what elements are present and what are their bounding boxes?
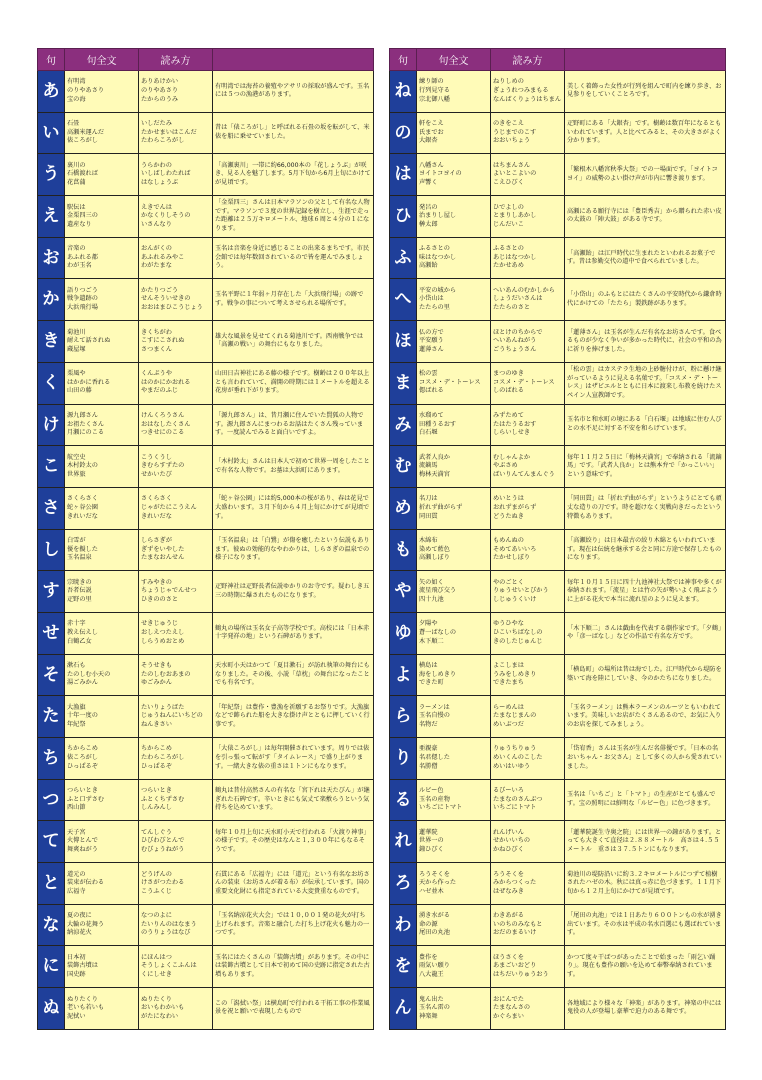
reading-cell: せきじゅうじ おしえつたえし しらうめおとめ <box>139 612 213 654</box>
table-row <box>38 446 374 488</box>
kana-cell: む <box>390 446 417 488</box>
table-row <box>390 446 726 488</box>
table-row <box>390 529 726 571</box>
description-cell: 玉名平野に１年弱ヶ月存在した「大浜飛行場」の跡です。戦争の事について考えさせられる場所です。 <box>213 279 374 321</box>
table-row <box>390 612 726 654</box>
full-text-cell: ラーメンは 玉名自慢の 名物だ <box>417 696 491 738</box>
full-text-cell: 仏の方で 平安願う 蓮薄さん <box>417 321 491 363</box>
full-text-cell: 日本初 装飾古墳は 国史跡 <box>65 946 139 988</box>
table-row <box>38 988 374 1030</box>
full-text-cell: 漱石も たのしむ小天の 湯ごみかん <box>65 654 139 696</box>
kana-cell: よ <box>390 654 417 696</box>
kana-cell: ま <box>390 362 417 404</box>
reading-cell: いしだたみ たかせまいはこんだ たわらころがし <box>139 112 213 154</box>
full-text-cell: ろうそくを 天から作った ハゼ並木 <box>417 863 491 905</box>
full-text-cell: 武者人良か 流鏑馬 梅林天満宮 <box>417 446 491 488</box>
full-text-cell: 有明湾 のりやあさり 宝の海 <box>65 71 139 113</box>
description-cell: 毎年１０月上旬に天水町小天で行われる「火渡り神事」の様子です。その歴史はなんと１,３００年にもなるそうです。 <box>213 821 374 863</box>
reading-cell: わきあがる いのちのみなもと おだのまるいけ <box>491 904 565 946</box>
table-row <box>390 404 726 446</box>
kana-cell: や <box>390 571 417 613</box>
description-cell: 「大俵ころがし」は毎年開催されています。周りでは俵を引っ張って転がす「タイムレース」で盛り上がります。一緒大きな俵の重さは１トンにもなります。 <box>213 738 374 780</box>
full-text-cell: 赤十字 教え伝えし 白鶴乙女 <box>65 612 139 654</box>
table-row <box>390 654 726 696</box>
kana-cell: ろ <box>390 863 417 905</box>
full-text-cell: 湧き水がる 命の源 尾田の丸池 <box>417 904 491 946</box>
kana-cell: み <box>390 404 417 446</box>
kana-cell: ぬ <box>38 988 65 1030</box>
reading-cell: こうくうし きむらすずたの せかいたび <box>139 446 213 488</box>
full-text-cell: 鬼ん出た 玉名ん雷の 神楽舞 <box>417 988 491 1030</box>
table-row <box>38 612 374 654</box>
table-row <box>38 946 374 988</box>
reading-cell: めいとうは おれずまがらず どうたぬき <box>491 487 565 529</box>
table-row <box>390 571 726 613</box>
kana-cell: か <box>38 279 65 321</box>
full-text-cell: 水瑠めて 田種うるおす 白石堰 <box>417 404 491 446</box>
reading-cell: きくちがわ こすにこされぬ さつまくん <box>139 321 213 363</box>
description-cell: 疋野町にある「大銀杏」です。樹齢は数百年になるともいわれています。人と比べてみると、その大きさがよく分かります。 <box>565 112 726 154</box>
description-cell: 「玉名納涼花火大会」では１０,００１発の花火が打ち上げられます。音楽と融合した打ち上げ花火も魅力の一つです。 <box>213 904 374 946</box>
description-cell: 「源九郎さん」は、昔月瀬に住んでいた賢狐の人物です。源九郎さんにまつわるお話はたくさん残っています。一度読んでみると面白いですよ。 <box>213 404 374 446</box>
description-cell: 玉名市と和水町の境にある「白石堰」は地域に住む人びとの水不足に対する不安を和らげています。 <box>565 404 726 446</box>
header-reading: 読み方 <box>139 49 213 71</box>
table-row <box>390 321 726 363</box>
kana-cell: こ <box>38 446 65 488</box>
full-text-cell: 栗風や はかかに香れる 山田の藤 <box>65 362 139 404</box>
table-row <box>38 821 374 863</box>
description-cell: 有明湾では海苔の養殖やアサリの採取が盛んです。玉名 には５つの漁港があります。 <box>213 71 374 113</box>
reading-cell: るびーいろ たまなのさんぶつ いちごにトマト <box>491 779 565 821</box>
description-cell: 「岱宥香」さんは玉名が生んだ名俳優です。「日本の名おいちゃん・お父さん」として多くの人から愛されていました。 <box>565 738 726 780</box>
table-row <box>390 362 726 404</box>
reading-cell: どうげんの けさがつたわる こうふくじ <box>139 863 213 905</box>
kana-cell: え <box>38 196 65 238</box>
description-cell: 石貫にある「広福寺」には「道元」という有名なお坊さんの装束（お坊さんが着る布）が伝承しています。国の重要文化財にも指定されている大変貴重なものです。 <box>213 863 374 905</box>
description-cell: 「高瀬飴」は江戸時代に生まれたといわれるお菓子です。昔は参勤交代の道中で食べられていました。 <box>565 237 726 279</box>
kana-cell: せ <box>38 612 65 654</box>
description-cell: 各地域により様々な「神楽」があります。神楽の中には鬼役の人が登場し豪華で迫力のある舞です。 <box>565 988 726 1030</box>
full-text-cell: 天子宮 火傳とんで 舞爽ねがう <box>65 821 139 863</box>
full-text-cell: 横島は 海をしめきり できた町 <box>417 654 491 696</box>
kana-cell: い <box>38 112 65 154</box>
reading-cell: れんげいん せかいいちの かねひびく <box>491 821 565 863</box>
table-row <box>38 487 374 529</box>
table-row <box>38 279 374 321</box>
description-cell: 「木村鈴太」さんは日本人で初めて世界一周をしたことで有名な人物です。お墓は大浜町にあります。 <box>213 446 374 488</box>
description-cell: 「蓮薄さん」は玉名が生んだ有名なお坊さんです。食べるものが少なく争いが多かった時代に、社会の平和の為に祈りを捧げました。 <box>565 321 726 363</box>
full-text-cell: 木綿布 染めて藍色 高瀬しぼり <box>417 529 491 571</box>
description-cell: 「松の雲」はカステラ生地の上砂糖付けが、粉に懸け継がっているように見える名菓です。「コスメ・デ・トーレス」はザビエルとともに日本に渡来し布教を続けたスペイン人宣教師です。 <box>565 362 726 404</box>
description-cell: 「玉名温泉」は「白鷺」が傷を癒したという伝説もあります。彼ぬの効能的なやわかりは、しらさぎの温泉での様子になります。 <box>213 529 374 571</box>
kana-cell: て <box>38 821 65 863</box>
table-row <box>38 112 374 154</box>
kana-cell: ね <box>390 71 417 113</box>
kana-cell: ほ <box>390 321 417 363</box>
full-text-cell: 蓮華院 世界一の 鐘ひびく <box>417 821 491 863</box>
full-text-cell: 裏川の 石橋渡れば 花菖蒲 <box>65 154 139 196</box>
kana-cell: も <box>390 529 417 571</box>
description-cell: 高瀬にある願行寺には「豊臣秀吉」から贈られた赤い皮の太鼓の「陣大鼓」がある寺です。 <box>565 196 726 238</box>
kana-cell: わ <box>390 904 417 946</box>
reading-cell: えきでんは かなくりしそうの いさんなり <box>139 196 213 238</box>
reading-cell: おんがくの あふれるみやこ わがたまな <box>139 237 213 279</box>
full-text-cell: 平安の城から 小岱山は たたらの里 <box>417 279 491 321</box>
description-cell: 「金栗四三」さんは日本マラソンの父として有名な人物です。マラソンで３度の世界記録を樹立し、生涯で走った距離は２５万キロメートル、地球６周と４分の１になります。 <box>213 196 374 238</box>
full-text-cell: 八幡さん ヨイトコヨイの 声響く <box>417 154 491 196</box>
reading-cell: さくらさく じゃがたにこうえん きれいだな <box>139 487 213 529</box>
reading-cell: すみやきの ちょうじゃでんせつ ひきののさと <box>139 571 213 613</box>
header-full-text: 句全文 <box>417 49 491 71</box>
header-kana: 句 <box>38 49 65 71</box>
kana-cell: は <box>390 154 417 196</box>
description-cell: 毎年１０月１５日に四十九池神社大祭では神事や多くが奉納されます。「流星」とは竹の矢が勢いよく飛ぶように上がる花火で本当に流れ星のように見えます。 <box>565 571 726 613</box>
table-row <box>390 696 726 738</box>
kana-cell: り <box>390 738 417 780</box>
full-text-cell: 大漁旗 十年一度の 年紀祭 <box>65 696 139 738</box>
table-row <box>38 237 374 279</box>
reading-cell: つらいとき ふとくちずさむ しんみんし <box>139 779 213 821</box>
table-row <box>38 154 374 196</box>
reading-cell: しらさぎが ぎずをいやした たまなおんせん <box>139 529 213 571</box>
kana-cell: ち <box>38 738 65 780</box>
kana-cell: ら <box>390 696 417 738</box>
full-text-cell: つらいとき ふと口ずさむ 西山節 <box>65 779 139 821</box>
kana-cell: と <box>38 863 65 905</box>
kana-cell: ふ <box>390 237 417 279</box>
header-kana: 句 <box>390 49 417 71</box>
reading-cell: ろうそくを みからつくった はぜなみき <box>491 863 565 905</box>
full-text-cell: 松の雲 コスメ・デ・トーレス 偲ばれる <box>417 362 491 404</box>
kana-cell: な <box>38 904 65 946</box>
description-cell: 玉名は音楽を身近に感じることの出来るまちです。市民会館では毎年数回されているので皆を運んでみましょう。 <box>213 237 374 279</box>
table-row <box>390 779 726 821</box>
kana-cell: へ <box>390 279 417 321</box>
reading-cell: そうせきも たのしむおあまの ゆごみかん <box>139 654 213 696</box>
table-row <box>390 112 726 154</box>
reading-cell: ゆうひやな ひこいちばなしの きのしたじゅんじ <box>491 612 565 654</box>
full-text-cell: 駅伝は 金栗四三の 遺産なり <box>65 196 139 238</box>
table-row <box>390 279 726 321</box>
table-row <box>390 154 726 196</box>
description-cell: 「同田貫」は「折れず曲がらず」というようにとても頑丈な造りの刀です。時を超けなく実戦向きだったという特徴もあります。 <box>565 487 726 529</box>
reading-cell: のきをこえ うじまでのこす おおいちょう <box>491 112 565 154</box>
full-text-cell: ルビー色 玉名の産物 いちごにトマト <box>417 779 491 821</box>
description-cell: 「年紀祭」は豊作・豊漁を祈願するお祭りです。大漁旗などで飾られた船を大きな掛け声とともに押していく行事です。 <box>213 696 374 738</box>
description-cell: 美しく着飾った女性が行列を組んで町内を練り歩き、お見参りをしていくことろです。 <box>565 71 726 113</box>
kana-cell: う <box>38 154 65 196</box>
full-text-cell: 音楽の あふれる都 わが玉名 <box>65 237 139 279</box>
full-text-cell: 夏の夜に 大輪の花舞う 納涼花火 <box>65 904 139 946</box>
description-cell: 山田日吉神社にある藤の様子です。樹齢は２００年以上とも言われていて、満開の時期には１メートルを超える花房が垂れ下がります。 <box>213 362 374 404</box>
kana-cell: き <box>38 321 65 363</box>
table-row <box>38 696 374 738</box>
right-table <box>389 48 726 1030</box>
description-cell: 「尾田の丸池」では１日あたり６００トンもの水が湧き出ています。その水は平成の名水百選にも選ばれています。 <box>565 904 726 946</box>
table-row <box>38 571 374 613</box>
full-text-cell: 夕陽や 蒼一ばなしの 木下順二 <box>417 612 491 654</box>
kana-cell: つ <box>38 779 65 821</box>
left-table <box>37 48 374 1030</box>
header-description <box>213 49 374 71</box>
table-row <box>38 71 374 113</box>
kana-cell: そ <box>38 654 65 696</box>
description-cell: この「潟拭い祭」は横島町で行われる干拓工事の作業風景を祝と願いで表現したもので <box>213 988 374 1030</box>
kana-cell: あ <box>38 71 65 113</box>
reading-cell: やのごとく りゅうせいとびかう しじゅうくいけ <box>491 571 565 613</box>
table-row <box>38 863 374 905</box>
table-row <box>390 821 726 863</box>
table-row <box>390 487 726 529</box>
full-text-cell: 亜親豪 名君偲した 名勝僧 <box>417 738 491 780</box>
description-cell: 菊池川の堤防沿いに約３.２キロメートルにつずて植樹されたハゼの木。秋には真っ赤に色づきます。１１月下旬から１２月上旬にかけてが見頃です。 <box>565 863 726 905</box>
full-text-cell: 白雪が 優を擬した 玉名温泉 <box>65 529 139 571</box>
full-text-cell: 石畳 高瀬米運んだ 俵ころがし <box>65 112 139 154</box>
reading-cell: にほんはつ そうしょくこふんは くにしせき <box>139 946 213 988</box>
description-cell: 鶴丸の場所は玉名女子高等学校です。高校には「日本赤十字発祥の地」という石碑があります。 <box>213 612 374 654</box>
reading-cell: てんしぐう ひびわびとんで むびょうねがう <box>139 821 213 863</box>
full-text-cell: 豊作を 雨気い願り 八大龍王 <box>417 946 491 988</box>
reading-cell: ほうさくを あまごいおどり はちだいりゅうおう <box>491 946 565 988</box>
table-row <box>390 71 726 113</box>
reading-cell: ありあけかい のりやあさり たからのうみ <box>139 71 213 113</box>
table-row <box>38 738 374 780</box>
table-row <box>38 779 374 821</box>
reading-cell: くんぷうや はのかにかおれる やまだのふじ <box>139 362 213 404</box>
table-row <box>38 529 374 571</box>
kana-cell: ん <box>390 988 417 1030</box>
table-row <box>390 196 726 238</box>
description-cell: 疋野神社は疋野長者伝説ゆかりのお寺です。疑わしき五三の時期に爆されたものになります。 <box>213 571 374 613</box>
header-description <box>565 49 726 71</box>
description-cell: 「横島町」の場所は昔は海でした。江戸時代から堤防を築いて海を陸にしていき、今のかたちになりました。 <box>565 654 726 696</box>
description-cell: 「玉名ラーメン」は熊本ラーメンのルーツともいわれています。美味しいお店がたくさんあるので、お気に入りのお店を探してみましょう。 <box>565 696 726 738</box>
table-row <box>390 904 726 946</box>
description-cell: 「蛇ヶ谷公園」には約5,000本の桜があり、春は花見で大盛わいます。３月下旬から４月上旬にかけてが見頃です。 <box>213 487 374 529</box>
full-text-cell: ぬりたくり 老いも若いも 泥拭い <box>65 988 139 1030</box>
full-text-cell: 道元の 装束が伝わる 広福寺 <box>65 863 139 905</box>
reading-cell: よこしまは うみをしめきり できたまち <box>491 654 565 696</box>
description-cell: 鶴丸は昔付高然さんの有名な「宮下れは天たびん」が継ぎれた石碑です。辛いときにも気丈て楽敷らうという気持ちを込めています。 <box>213 779 374 821</box>
description-cell: 玉名は「いちご」と「トマト」の生産がとても盛んです。宝の照明には鮮明な「ルビー色」に色づきます。 <box>565 779 726 821</box>
kana-cell: め <box>390 487 417 529</box>
table-row <box>390 738 726 780</box>
description-cell: 「木下順二」さんは戯曲を代表する劇作家です。「夕鶴」や「彦一ばなし」などの作品で有名な方です。 <box>565 612 726 654</box>
full-text-cell: ふるさとの 味はなつかし 高瀬飴 <box>417 237 491 279</box>
description-cell: 「蓮華院誕生寺奥之院」には世界一の鐘があります。とっても大きくて直径は２.８８メートル 高さは４.５５メートル 重さは３７.５トンにもなります。 <box>565 821 726 863</box>
full-text-cell: 名刀は 折れず曲がらず 同田貫 <box>417 487 491 529</box>
full-text-cell: 発呂の 治まりし屋し 榊太郎 <box>417 196 491 238</box>
full-text-cell: さくらさく 蛇ヶ谷公園 きれいだな <box>65 487 139 529</box>
description-cell: 玉名にはたくさんの「装飾古墳」があります。その中には装飾古墳として日本で初めて国の史跡に指定された古墳もあります。 <box>213 946 374 988</box>
kana-cell: に <box>38 946 65 988</box>
table-row <box>38 904 374 946</box>
description-cell: かつて度々干ばつがあったことで始まった「雨乞い踊り」。現在も豊作の願いを込めて奉幣奉納されています。 <box>565 946 726 988</box>
kana-cell: さ <box>38 487 65 529</box>
table-row <box>38 321 374 363</box>
full-text-cell: 宗暁きの 吾者伝説 疋野の里 <box>65 571 139 613</box>
description-cell: 毎年１１月２５日に「梅林天満宮」で奉納される「流鏑馬」です。「武者人良か」とは熊本弁で「かっこいい」という意味です。 <box>565 446 726 488</box>
kana-cell: け <box>38 404 65 446</box>
reading-cell: なつのよに たいりんのはなまう のうりょうはなび <box>139 904 213 946</box>
left-header-row <box>38 49 374 71</box>
table-row <box>390 237 726 279</box>
reading-cell: ちからこめ たわらころがし ひっぱるぞ <box>139 738 213 780</box>
kana-cell: た <box>38 696 65 738</box>
description-cell: 昔は「俵ころがし」と呼ばれる石畳の坂を転がして、米俵を船に乗せていました。 <box>213 112 374 154</box>
reading-cell: らーめんは たまなじまんの めいぶつだ <box>491 696 565 738</box>
description-cell: 「繁根木八幡宮秋季大祭」での一場面です。「ヨイトコヨイ」の威勢のよい掛け声が市内に響き渡ります。 <box>565 154 726 196</box>
full-text-cell: 源九郎さん お祖たくさん 月瀬にのこる <box>65 404 139 446</box>
table-row <box>38 404 374 446</box>
table-row <box>38 654 374 696</box>
full-text-cell: 軒をこえ 氏までお 大銀杏 <box>417 112 491 154</box>
full-text-cell: 語りつごう 戦争遺跡の 大浜飛行場 <box>65 279 139 321</box>
reading-cell: うらかわの いしばしわたれば はなしょうぶ <box>139 154 213 196</box>
kana-cell: ゆ <box>390 612 417 654</box>
reading-cell: かたりつごう せんそういせきの おおはまひこうじょう <box>139 279 213 321</box>
reading-cell: ふるさとの あじはなつかし たかせあめ <box>491 237 565 279</box>
description-cell: 天水町小天はかつて「夏目漱石」が訪れ執筆の舞台にもなりました。その後、小説「草枕」の舞台になったことでも有名です。 <box>213 654 374 696</box>
description-cell: 「小岱山」のふもとにはたくさんの平安時代から鎌倉時代にかけての「たたら」製鉄跡があります。 <box>565 279 726 321</box>
description-cell: 雄大な風景を見せてくれる菊池川です。西南戦争では「高瀬の戦い」の舞台にもなりました。 <box>213 321 374 363</box>
table-row <box>390 863 726 905</box>
kana-cell: お <box>38 237 65 279</box>
reading-cell: へいあんのむかしから しょうだいさんは たたらのさと <box>491 279 565 321</box>
header-full-text: 句全文 <box>65 49 139 71</box>
kana-cell: を <box>390 946 417 988</box>
reading-cell: はちまんさん よいとこよいの こえひびく <box>491 154 565 196</box>
reading-cell: ひでよしの とまりしあかし じんだいこ <box>491 196 565 238</box>
reading-cell: みずためて たはたうるおす しらいしせき <box>491 404 565 446</box>
table-row <box>390 988 726 1030</box>
reading-cell: けんくろうさん おはなしたくさん つきせにのこる <box>139 404 213 446</box>
kana-cell: ひ <box>390 196 417 238</box>
reading-cell: ねりしめの ぎょうれつみまもる なんばくりょうはちまん <box>491 71 565 113</box>
reading-cell: りゅうちりゅう めいくんのこした めいはいゆう <box>491 738 565 780</box>
reading-cell: ほとけのちからで へいあんねがう ごうちょうさん <box>491 321 565 363</box>
reading-cell: おにんでた たまなんさの かぐらまい <box>491 988 565 1030</box>
table-row <box>38 196 374 238</box>
reading-cell: もめんぬの そめてあいいろ たかせしぼり <box>491 529 565 571</box>
table-row <box>38 362 374 404</box>
kana-cell: し <box>38 529 65 571</box>
full-text-cell: ちからこめ 俵ころがし ひっぱるぞ <box>65 738 139 780</box>
reading-cell: むしゃんよか やぶさめ ばいりんてんまんぐう <box>491 446 565 488</box>
kana-cell: の <box>390 112 417 154</box>
full-text-cell: 練り師の 行列見守る 宗北御八幡 <box>417 71 491 113</box>
reading-cell: まつのゆき コスメ・デ・トーレス しのばれる <box>491 362 565 404</box>
full-text-cell: 航空史 木村鈴太の 世界旅 <box>65 446 139 488</box>
description-cell: 「高瀬絞り」は日本最古の絞り木綿ともいわれています。現在は伝統を継承する会と同に方途で保存したものになります。 <box>565 529 726 571</box>
kana-cell: る <box>390 779 417 821</box>
header-reading: 読み方 <box>491 49 565 71</box>
right-header-row <box>390 49 726 71</box>
kana-cell: す <box>38 571 65 613</box>
full-text-cell: 矢の如く 流星飛び交う 四十九池 <box>417 571 491 613</box>
kana-cell: く <box>38 362 65 404</box>
reading-cell: たいりょうばた じゅうねんにいちどの ねんきさい <box>139 696 213 738</box>
table-row <box>390 946 726 988</box>
full-text-cell: 菊池川 耐えて話されぬ 蔵屋塚 <box>65 321 139 363</box>
kana-cell: れ <box>390 821 417 863</box>
description-cell: 「高瀬裏川」一帯に約66,000本の「花しょうぶ」が咲き、見る人を魅了します。5月下旬から6月上旬にかけてが見頃です。 <box>213 154 374 196</box>
reading-cell: ぬりたくり おいもわかいも がたになわい <box>139 988 213 1030</box>
